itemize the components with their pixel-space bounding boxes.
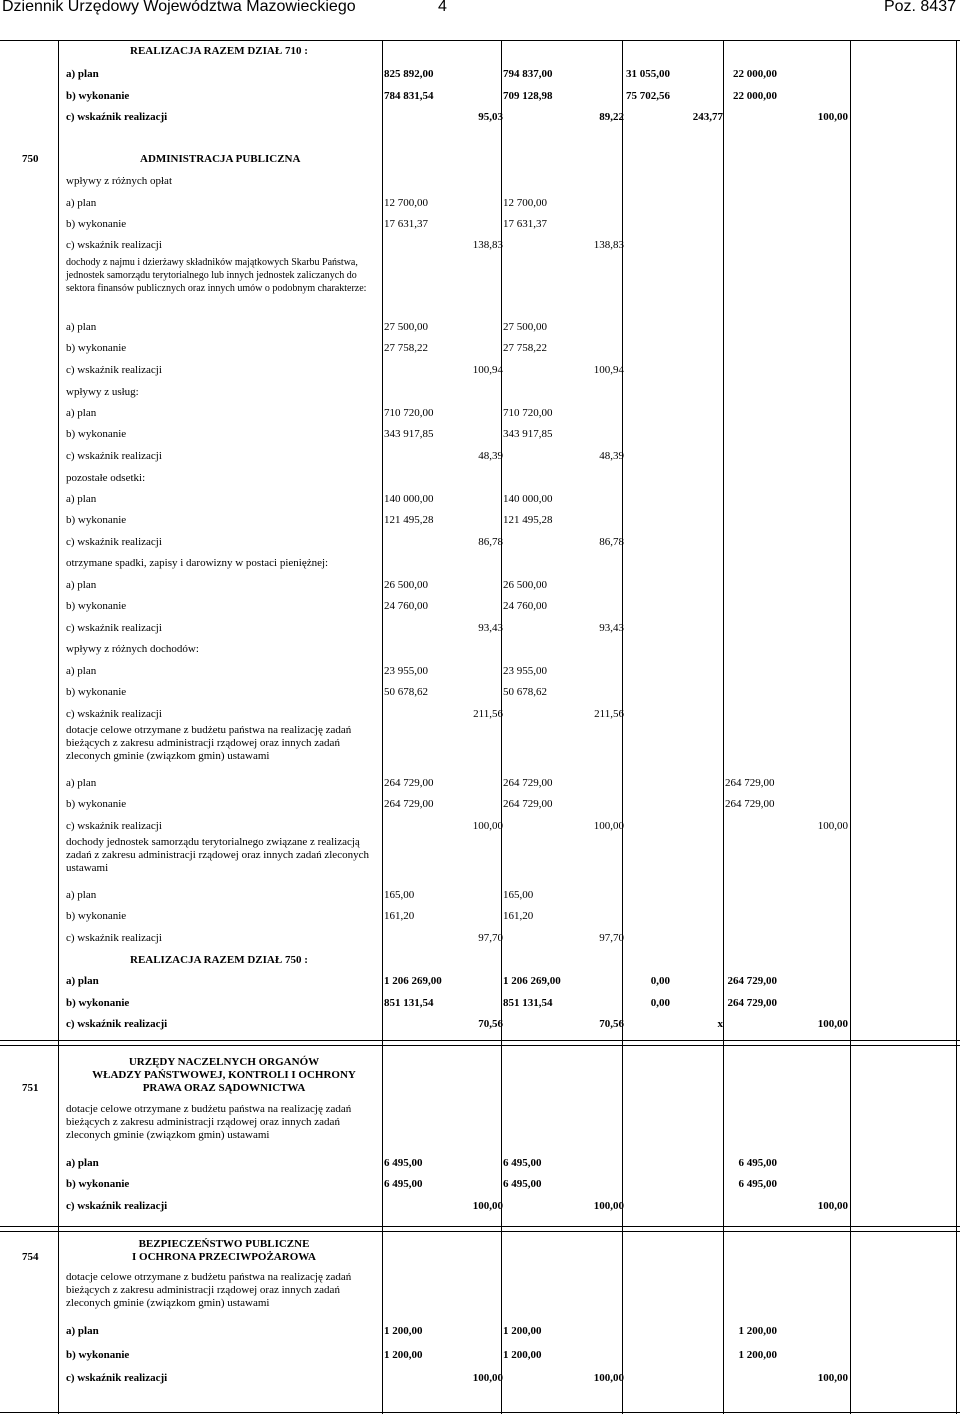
cell-c1: 93,43 <box>478 622 503 634</box>
cell-c1: 140 000,00 <box>384 493 434 505</box>
section-title-line: I OCHRONA PRZECIWPOŻAROWA <box>132 1251 316 1263</box>
cell-c1: 97,70 <box>478 932 503 944</box>
section-total-title: REALIZACJA RAZEM DZIAŁ 750 : <box>130 954 308 966</box>
row-rule <box>0 1231 960 1232</box>
cell-c2: 6 495,00 <box>503 1178 542 1190</box>
cell-c5: 100,00 <box>817 111 848 123</box>
cell-c1: 6 495,00 <box>384 1157 423 1169</box>
item-description: dotacje celowe otrzymane z budżetu państwa na realizację zadań bieżących z zakresu administracji rządowej oraz innych zadań zleconych gminie (związkom gmin) ustawami <box>66 724 352 762</box>
cell-c2: 794 837,00 <box>503 68 553 80</box>
cell-c2: 89,22 <box>599 111 624 123</box>
cell-c1: 161,20 <box>384 910 415 922</box>
cell-c4: 264 729,00 <box>725 798 775 810</box>
row-label: a) plan <box>66 1325 99 1337</box>
cell-c2: 264 729,00 <box>503 798 553 810</box>
row-label: a) plan <box>66 68 99 80</box>
cell-c2: 165,00 <box>503 889 534 901</box>
cell-c3: 0,00 <box>650 997 670 1009</box>
cell-c5: 100,00 <box>817 1018 848 1030</box>
column-rule <box>723 40 724 1414</box>
cell-c1: 1 200,00 <box>384 1349 423 1361</box>
row-rule <box>0 1045 960 1046</box>
cell-c3: 0,00 <box>650 975 670 987</box>
cell-c2: 100,00 <box>593 1200 624 1212</box>
row-label: a) plan <box>66 665 97 677</box>
row-label: b) wykonanie <box>66 600 127 612</box>
cell-c1: 86,78 <box>478 536 503 548</box>
cell-c1: 100,00 <box>472 820 503 832</box>
cell-c4: 22 000,00 <box>733 90 777 102</box>
cell-c1: 138,83 <box>472 239 503 251</box>
cell-c2: 12 700,00 <box>503 197 547 209</box>
cell-c2: 100,94 <box>593 364 624 376</box>
row-label: c) wskaźnik realizacji <box>66 1372 168 1384</box>
row-label: b) wykonanie <box>66 90 130 102</box>
cell-c1: 50 678,62 <box>384 686 428 698</box>
cell-c1: 825 892,00 <box>384 68 434 80</box>
cell-c2: 24 760,00 <box>503 600 547 612</box>
item-description: dochody z najmu i dzierżawy składników majątkowych Skarbu Państwa, jednostek samorządu terytorialnego lub innych jednostek zaliczanych do sektora finansów publicznych oraz innych umów o podobnym charakterze: <box>66 257 367 294</box>
row-rule <box>0 40 960 41</box>
item-description: pozostałe odsetki: <box>66 472 146 484</box>
row-label: c) wskaźnik realizacji <box>66 622 162 634</box>
cell-c2: 161,20 <box>503 910 534 922</box>
page-number <box>438 0 447 16</box>
cell-c2: 97,70 <box>599 932 624 944</box>
row-label: c) wskaźnik realizacji <box>66 932 162 944</box>
cell-c2: 86,78 <box>599 536 624 548</box>
row-label: c) wskaźnik realizacji <box>66 1200 168 1212</box>
row-rule <box>0 1226 960 1227</box>
cell-c4: 6 495,00 <box>738 1178 777 1190</box>
column-rule <box>956 40 957 1414</box>
column-rule <box>850 40 851 1414</box>
cell-c1: 100,00 <box>472 1200 503 1212</box>
cell-c1: 1 200,00 <box>384 1325 423 1337</box>
cell-c1: 343 917,85 <box>384 428 434 440</box>
cell-c2: 264 729,00 <box>503 777 553 789</box>
cell-c2: 93,43 <box>599 622 624 634</box>
cell-c2: 27 758,22 <box>503 342 547 354</box>
cell-c2: 26 500,00 <box>503 579 547 591</box>
cell-c2: 710 720,00 <box>503 407 553 419</box>
row-label: b) wykonanie <box>66 910 127 922</box>
cell-c2: 1 206 269,00 <box>503 975 561 987</box>
cell-c1: 1 206 269,00 <box>384 975 442 987</box>
cell-c1: 211,56 <box>473 708 503 720</box>
cell-c2: 23 955,00 <box>503 665 547 677</box>
cell-c3: 75 702,56 <box>626 90 670 102</box>
cell-c2: 70,56 <box>599 1018 624 1030</box>
item-description: wpływy z różnych opłat <box>66 175 172 187</box>
cell-c2: 27 500,00 <box>503 321 547 333</box>
cell-c2: 343 917,85 <box>503 428 553 440</box>
cell-c1: 264 729,00 <box>384 777 434 789</box>
cell-c1: 26 500,00 <box>384 579 428 591</box>
section-code: 754 <box>22 1251 39 1263</box>
cell-c5: 100,00 <box>817 820 848 832</box>
cell-c2: 121 495,28 <box>503 514 553 526</box>
row-label: a) plan <box>66 407 97 419</box>
cell-c4: 22 000,00 <box>733 68 777 80</box>
cell-c4: 1 200,00 <box>738 1325 777 1337</box>
cell-c1: 27 500,00 <box>384 321 428 333</box>
cell-c2: 100,00 <box>593 820 624 832</box>
cell-c2: 709 128,98 <box>503 90 553 102</box>
section-title-line: URZĘDY NACZELNYCH ORGANÓW <box>128 1056 320 1068</box>
row-label: c) wskaźnik realizacji <box>66 111 168 123</box>
cell-c4: 264 729,00 <box>727 975 777 987</box>
cell-c1: 12 700,00 <box>384 197 428 209</box>
row-label: c) wskaźnik realizacji <box>66 820 162 832</box>
cell-c1: 165,00 <box>384 889 415 901</box>
cell-c1: 24 760,00 <box>384 600 428 612</box>
journal-title: Dziennik Urzędowy Województwa Mazowieckiego <box>2 0 356 15</box>
row-label: c) wskaźnik realizacji <box>66 239 162 251</box>
row-label: a) plan <box>66 777 97 789</box>
cell-c4: 1 200,00 <box>738 1349 777 1361</box>
item-description: otrzymane spadki, zapisy i darowizny w postaci pieniężnej: <box>66 557 329 569</box>
row-label: a) plan <box>66 493 97 505</box>
cell-c4: 6 495,00 <box>738 1157 777 1169</box>
cell-c5: 100,00 <box>817 1372 848 1384</box>
item-description: dochody jednostek samorządu terytorialnego związane z realizacją zadań z zakresu administracji rządowej oraz innych zadań zleconych ustawami <box>66 836 369 874</box>
section-title-line: BEZPIECZEŃSTWO PUBLICZNE <box>138 1238 310 1250</box>
cell-c2: 138,83 <box>593 239 624 251</box>
row-label: c) wskaźnik realizacji <box>66 536 162 548</box>
row-label: c) wskaźnik realizacji <box>66 450 162 462</box>
row-label: c) wskaźnik realizacji <box>66 1018 168 1030</box>
cell-c2: 50 678,62 <box>503 686 547 698</box>
row-label: b) wykonanie <box>66 1349 130 1361</box>
row-rule <box>0 1412 960 1413</box>
row-rule <box>0 1040 960 1041</box>
cell-c2: 211,56 <box>594 708 624 720</box>
section-title-line: PRAWA ORAZ SĄDOWNICTWA <box>142 1082 306 1094</box>
cell-c3: 31 055,00 <box>626 68 670 80</box>
row-label: b) wykonanie <box>66 514 127 526</box>
section-code: 751 <box>22 1082 39 1094</box>
cell-c1: 100,94 <box>472 364 503 376</box>
cell-c1: 784 831,54 <box>384 90 434 102</box>
cell-c2: 100,00 <box>593 1372 624 1384</box>
row-label: c) wskaźnik realizacji <box>66 708 162 720</box>
row-label: a) plan <box>66 889 97 901</box>
cell-c4: 264 729,00 <box>725 777 775 789</box>
cell-c1: 95,03 <box>478 111 503 123</box>
cell-c1: 6 495,00 <box>384 1178 423 1190</box>
cell-c1: 121 495,28 <box>384 514 434 526</box>
cell-c2: 851 131,54 <box>503 997 553 1009</box>
row-label: c) wskaźnik realizacji <box>66 364 162 376</box>
cell-c5: 100,00 <box>817 1200 848 1212</box>
page-header <box>0 0 960 22</box>
cell-c1: 48,39 <box>478 450 503 462</box>
row-label: b) wykonanie <box>66 428 127 440</box>
cell-c1: 23 955,00 <box>384 665 428 677</box>
row-label: a) plan <box>66 321 97 333</box>
position-number: Poz. 8437 <box>883 0 956 15</box>
cell-c2: 140 000,00 <box>503 493 553 505</box>
row-label: b) wykonanie <box>66 218 127 230</box>
section-title: ADMINISTRACJA PUBLICZNA <box>140 153 301 165</box>
row-label: b) wykonanie <box>66 1178 130 1190</box>
cell-c2: 48,39 <box>599 450 624 462</box>
cell-c1: 100,00 <box>472 1372 503 1384</box>
row-label: b) wykonanie <box>66 342 127 354</box>
cell-c2: 1 200,00 <box>503 1349 542 1361</box>
section-title-line: WŁADZY PAŃSTWOWEJ, KONTROLI I OCHRONY <box>92 1069 356 1081</box>
cell-c2: 1 200,00 <box>503 1325 542 1337</box>
cell-c1: 70,56 <box>478 1018 503 1030</box>
cell-c2: 17 631,37 <box>503 218 547 230</box>
item-description: wpływy z różnych dochodów: <box>66 643 199 655</box>
cell-c3: 243,77 <box>692 111 723 123</box>
item-description: dotacje celowe otrzymane z budżetu państwa na realizację zadań bieżących z zakresu administracji rządowej oraz innych zadań zleconych gminie (związkom gmin) ustawami <box>66 1103 352 1141</box>
cell-c2: 6 495,00 <box>503 1157 542 1169</box>
item-description: dotacje celowe otrzymane z budżetu państwa na realizację zadań bieżących z zakresu administracji rządowej oraz innych zadań zleconych gminie (związkom gmin) ustawami <box>66 1271 352 1309</box>
cell-c3: x <box>717 1018 723 1030</box>
row-label: a) plan <box>66 975 99 987</box>
cell-c1: 17 631,37 <box>384 218 428 230</box>
column-rule <box>58 40 59 1414</box>
row-label: b) wykonanie <box>66 686 127 698</box>
section-total-title: REALIZACJA RAZEM DZIAŁ 710 : <box>130 45 308 57</box>
row-label: b) wykonanie <box>66 798 127 810</box>
item-description: wpływy z usług: <box>66 386 139 398</box>
cell-c1: 851 131,54 <box>384 997 434 1009</box>
cell-c1: 27 758,22 <box>384 342 428 354</box>
cell-c4: 264 729,00 <box>727 997 777 1009</box>
row-label: a) plan <box>66 1157 99 1169</box>
cell-c1: 264 729,00 <box>384 798 434 810</box>
row-label: b) wykonanie <box>66 997 130 1009</box>
section-code: 750 <box>22 153 39 165</box>
cell-c1: 710 720,00 <box>384 407 434 419</box>
row-label: a) plan <box>66 197 97 209</box>
row-label: a) plan <box>66 579 97 591</box>
page-number-value: 4 <box>438 0 447 15</box>
